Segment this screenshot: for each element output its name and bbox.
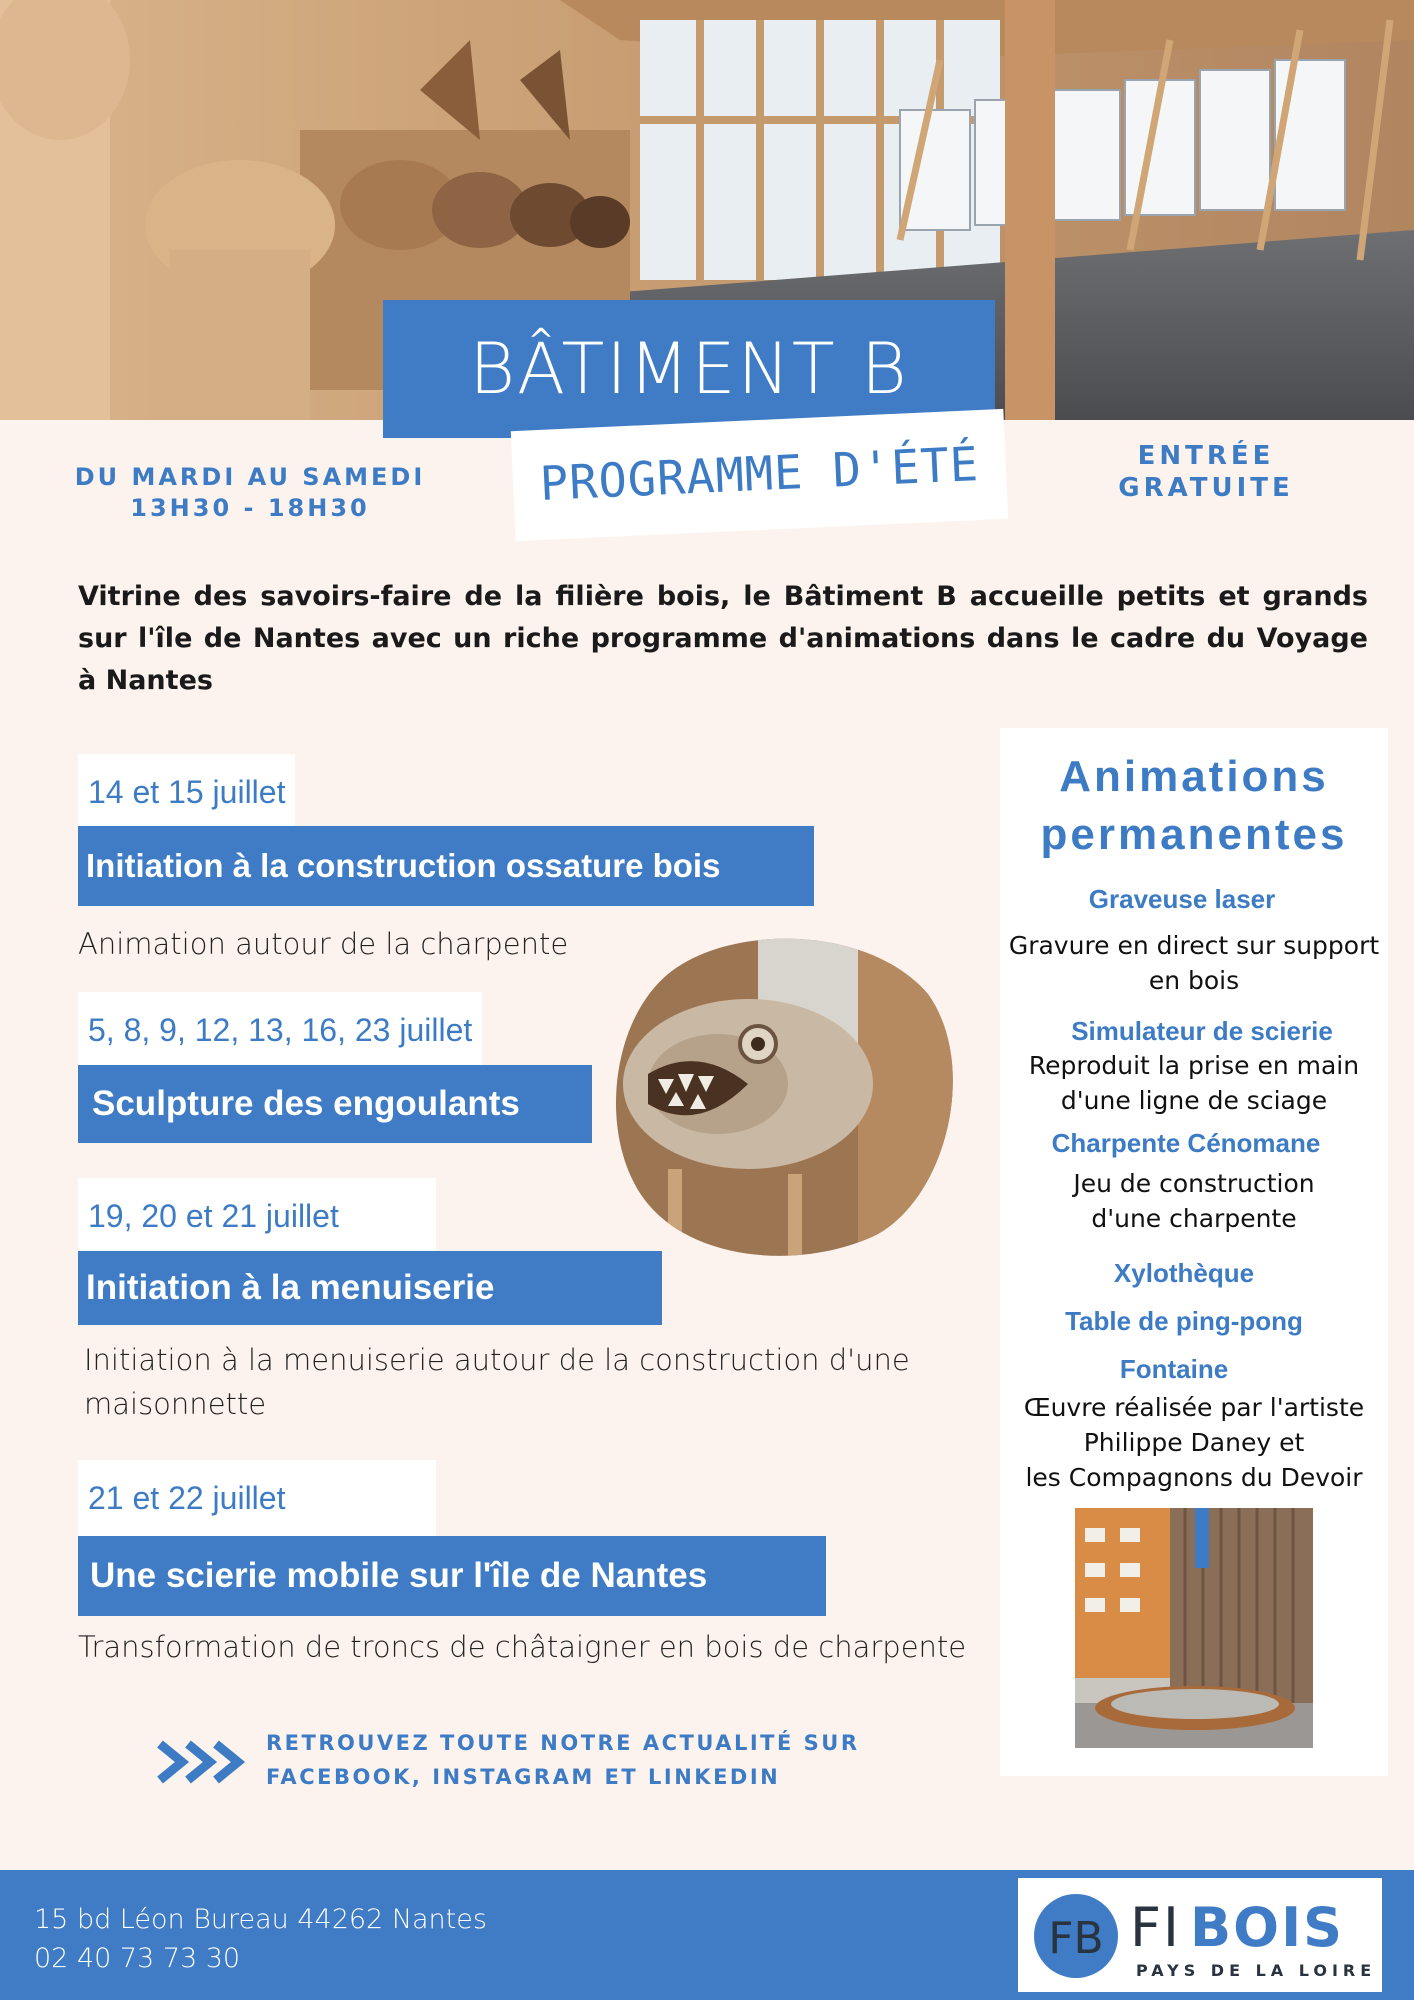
- panel-item-text: [1000, 928, 1388, 998]
- logo-region: PAYS DE LA LOIRE: [1136, 1961, 1377, 1980]
- social-callout-line1: RETROUVEZ TOUTE NOTRE ACTUALITÉ SUR: [266, 1731, 860, 1755]
- event-title: Initiation à la menuiserie: [78, 1251, 662, 1325]
- contact-info: [34, 1900, 487, 1978]
- event-description: Animation autour de la charpente: [78, 927, 569, 961]
- event-description: Initiation à la menuiserie autour de la construction d'une maisonnette: [84, 1343, 910, 1421]
- event-date: 21 et 22 juillet: [78, 1460, 436, 1536]
- page-title: BÂTIMENT B: [383, 300, 995, 438]
- fountain-photo: [1075, 1508, 1313, 1748]
- logo-name-bois: BOIS: [1190, 1896, 1345, 1959]
- panel-item-text: [1000, 1166, 1388, 1236]
- social-callout: [266, 1726, 860, 1794]
- panel-item-text-line: d'une ligne de sciage: [1060, 1086, 1328, 1115]
- panel-item-text-line: les Compagnons du Devoir: [1025, 1463, 1363, 1492]
- opening-times: 13H30 - 18H30: [130, 494, 370, 522]
- logo-name-fi: FI: [1130, 1896, 1181, 1959]
- panel-title-line1: Animations: [1059, 752, 1329, 801]
- panel-item-name: Charpente Cénomane: [1051, 1128, 1321, 1158]
- panel-title: [1000, 748, 1388, 864]
- event-date: 14 et 15 juillet: [78, 754, 295, 830]
- panel-item-text-line: d'une charpente: [1091, 1204, 1297, 1233]
- panel-item-name: Graveuse laser: [1088, 884, 1276, 914]
- panel-item-name: Fontaine: [1119, 1354, 1229, 1384]
- panel-item-name: Simulateur de scierie: [1071, 1016, 1333, 1046]
- panel-item-text-line: Reproduit la prise en main: [1028, 1051, 1360, 1080]
- panel-item-name: Table de ping-pong: [1065, 1306, 1303, 1336]
- opening-hours: [40, 462, 460, 524]
- event-description: Transformation de troncs de châtaigner en bois de charpente: [78, 1630, 967, 1664]
- free-entry: [1088, 440, 1324, 504]
- engoulant-photo: [608, 934, 956, 1256]
- event-title: Une scierie mobile sur l'île de Nantes: [78, 1536, 826, 1616]
- fibois-logo: [1018, 1878, 1382, 1992]
- permanent-animations-panel: [1000, 728, 1388, 1776]
- free-entry-line2: GRATUITE: [1118, 473, 1294, 503]
- panel-item-text-line: Jeu de construction: [1073, 1169, 1315, 1198]
- free-entry-line1: ENTRÉE: [1137, 441, 1275, 471]
- panel-item-name: Xylothèque: [1113, 1258, 1255, 1288]
- panel-title-line2: permanentes: [1040, 810, 1348, 859]
- panel-item-text-line: Gravure en direct sur support: [1008, 931, 1380, 960]
- event-date: 19, 20 et 21 juillet: [78, 1178, 436, 1254]
- panel-item-text-line: Œuvre réalisée par l'artiste: [1023, 1393, 1365, 1422]
- address: 15 bd Léon Bureau 44262 Nantes: [34, 1904, 487, 1935]
- social-callout-line2: FACEBOOK, INSTAGRAM ET LINKEDIN: [266, 1765, 781, 1789]
- event-title: Sculpture des engoulants: [78, 1065, 592, 1143]
- panel-item-text: [1000, 1048, 1388, 1118]
- panel-item-text: [1000, 1390, 1388, 1495]
- event-date: 5, 8, 9, 12, 13, 16, 23 juillet: [78, 992, 482, 1068]
- panel-item-text-line: Philippe Daney et: [1083, 1428, 1305, 1457]
- logo-monogram: FB: [1048, 1913, 1104, 1964]
- panel-item-text-line: en bois: [1148, 966, 1240, 995]
- opening-days: DU MARDI AU SAMEDI: [74, 463, 426, 491]
- intro-paragraph: Vitrine des savoirs-faire de la filière bois, le Bâtiment B accueille petits et grands sur l'île de Nantes avec un riche programme d'animations dans le cadre du Voyage à Nantes: [78, 581, 1368, 696]
- event-title: Initiation à la construction ossature bois: [78, 826, 814, 906]
- program-subtitle: PROGRAMME D'ÉTÉ: [511, 409, 1008, 541]
- chevrons-icon: [154, 1736, 246, 1792]
- phone-number: 02 40 73 73 30: [34, 1943, 241, 1974]
